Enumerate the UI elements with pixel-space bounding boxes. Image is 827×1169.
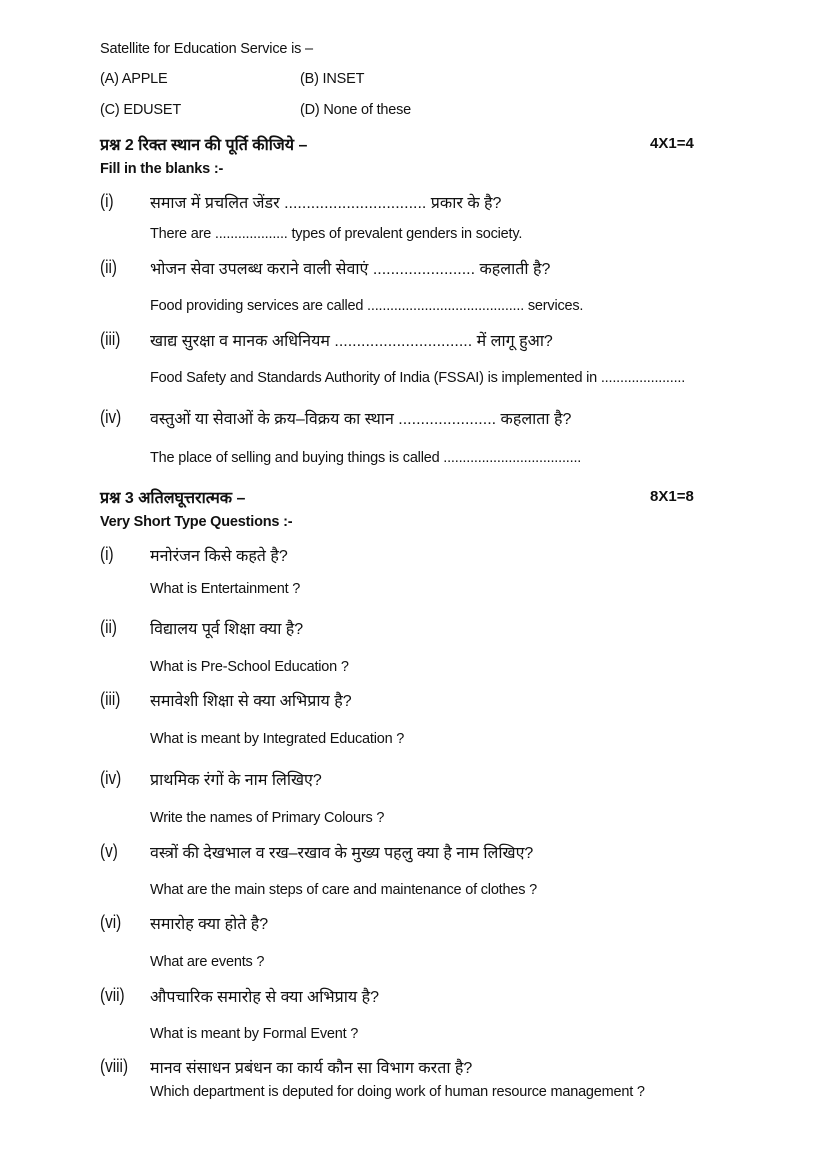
mcq-option-c: (C) EDUSET xyxy=(100,102,181,118)
q3-item-english: What are events ? xyxy=(150,954,265,970)
q2-item-number: (i) xyxy=(100,191,114,211)
mcq-option-b: (B) INSET xyxy=(300,71,365,87)
q3-item-english: Write the names of Primary Colours ? xyxy=(150,810,385,826)
q3-marks: 8X1=8 xyxy=(650,488,694,505)
q3-item-number: (vii) xyxy=(100,985,125,1005)
mcq-option-d: (D) None of these xyxy=(300,102,412,118)
q2-item-hindi: भोजन सेवा उपलब्ध कराने वाली सेवाएं ....................... कहलाती है? xyxy=(150,261,551,278)
q3-item-number: (i) xyxy=(100,544,114,564)
q3-item-english: What is meant by Integrated Education ? xyxy=(150,731,405,747)
q2-marks: 4X1=4 xyxy=(650,135,694,152)
q3-item-english: What is Pre-School Education ? xyxy=(150,659,349,675)
q2-item-hindi: वस्तुओं या सेवाओं के क्रय–विक्रय का स्थान ...................... कहलाता है? xyxy=(150,411,572,428)
q2-item-number: (iii) xyxy=(100,329,121,349)
q3-item-number: (iii) xyxy=(100,689,121,709)
q2-heading: प्रश्न 2 रिक्त स्थान की पूर्ति कीजिये – xyxy=(100,137,308,154)
q3-item-english: What is meant by Formal Event ? xyxy=(150,1026,359,1042)
q3-item-english: Which department is deputed for doing work of human resource management ? xyxy=(150,1084,645,1100)
q3-heading: प्रश्न 3 अतिलघूत्तरात्मक – xyxy=(100,490,246,507)
q3-item-number: (ii) xyxy=(100,617,117,637)
q2-item-english: Food providing services are called ......................................... services. xyxy=(150,298,584,314)
q3-subheading: Very Short Type Questions :- xyxy=(100,514,293,530)
q3-item-number: (iv) xyxy=(100,768,122,788)
q2-item-number: (ii) xyxy=(100,257,117,277)
q3-item-hindi: विद्यालय पूर्व शिक्षा क्या है? xyxy=(150,621,304,638)
q3-item-hindi: मानव संसाधन प्रबंधन का कार्य कौन सा विभाग करता है? xyxy=(150,1060,473,1077)
q3-item-hindi: औपचारिक समारोह से क्या अभिप्राय है? xyxy=(150,989,380,1006)
mcq-question-text: Satellite for Education Service is – xyxy=(100,41,313,57)
q2-item-english: The place of selling and buying things is called .................................... xyxy=(150,450,582,466)
q2-item-english: Food Safety and Standards Authority of India (FSSAI) is implemented in ...................... xyxy=(150,370,686,386)
q2-subheading: Fill in the blanks :- xyxy=(100,161,224,177)
q3-item-english: What are the main steps of care and maintenance of clothes ? xyxy=(150,882,537,898)
q2-item-english: There are ................... types of prevalent genders in society. xyxy=(150,226,523,242)
q3-item-hindi: प्राथमिक रंगों के नाम लिखिए? xyxy=(150,772,322,789)
q3-item-english: What is Entertainment ? xyxy=(150,581,301,597)
q2-item-hindi: समाज में प्रचलित जेंडर ................................ प्रकार के है? xyxy=(150,195,502,212)
mcq-option-a: (A) APPLE xyxy=(100,71,168,87)
q3-item-hindi: समावेशी शिक्षा से क्या अभिप्राय है? xyxy=(150,693,352,710)
q2-item-hindi: खाद्य सुरक्षा व मानक अधिनियम ............................... में लागू हुआ? xyxy=(150,333,553,350)
q3-item-hindi: समारोह क्या होते है? xyxy=(150,916,269,933)
q2-item-number: (iv) xyxy=(100,407,122,427)
q3-item-hindi: वस्त्रों की देखभाल व रख–रखाव के मुख्य पहलु क्या है नाम लिखिए? xyxy=(150,845,534,862)
q3-item-hindi: मनोरंजन किसे कहते है? xyxy=(150,548,288,565)
q3-item-number: (vi) xyxy=(100,912,122,932)
q3-item-number: (viii) xyxy=(100,1056,129,1076)
q3-item-number: (v) xyxy=(100,841,118,861)
